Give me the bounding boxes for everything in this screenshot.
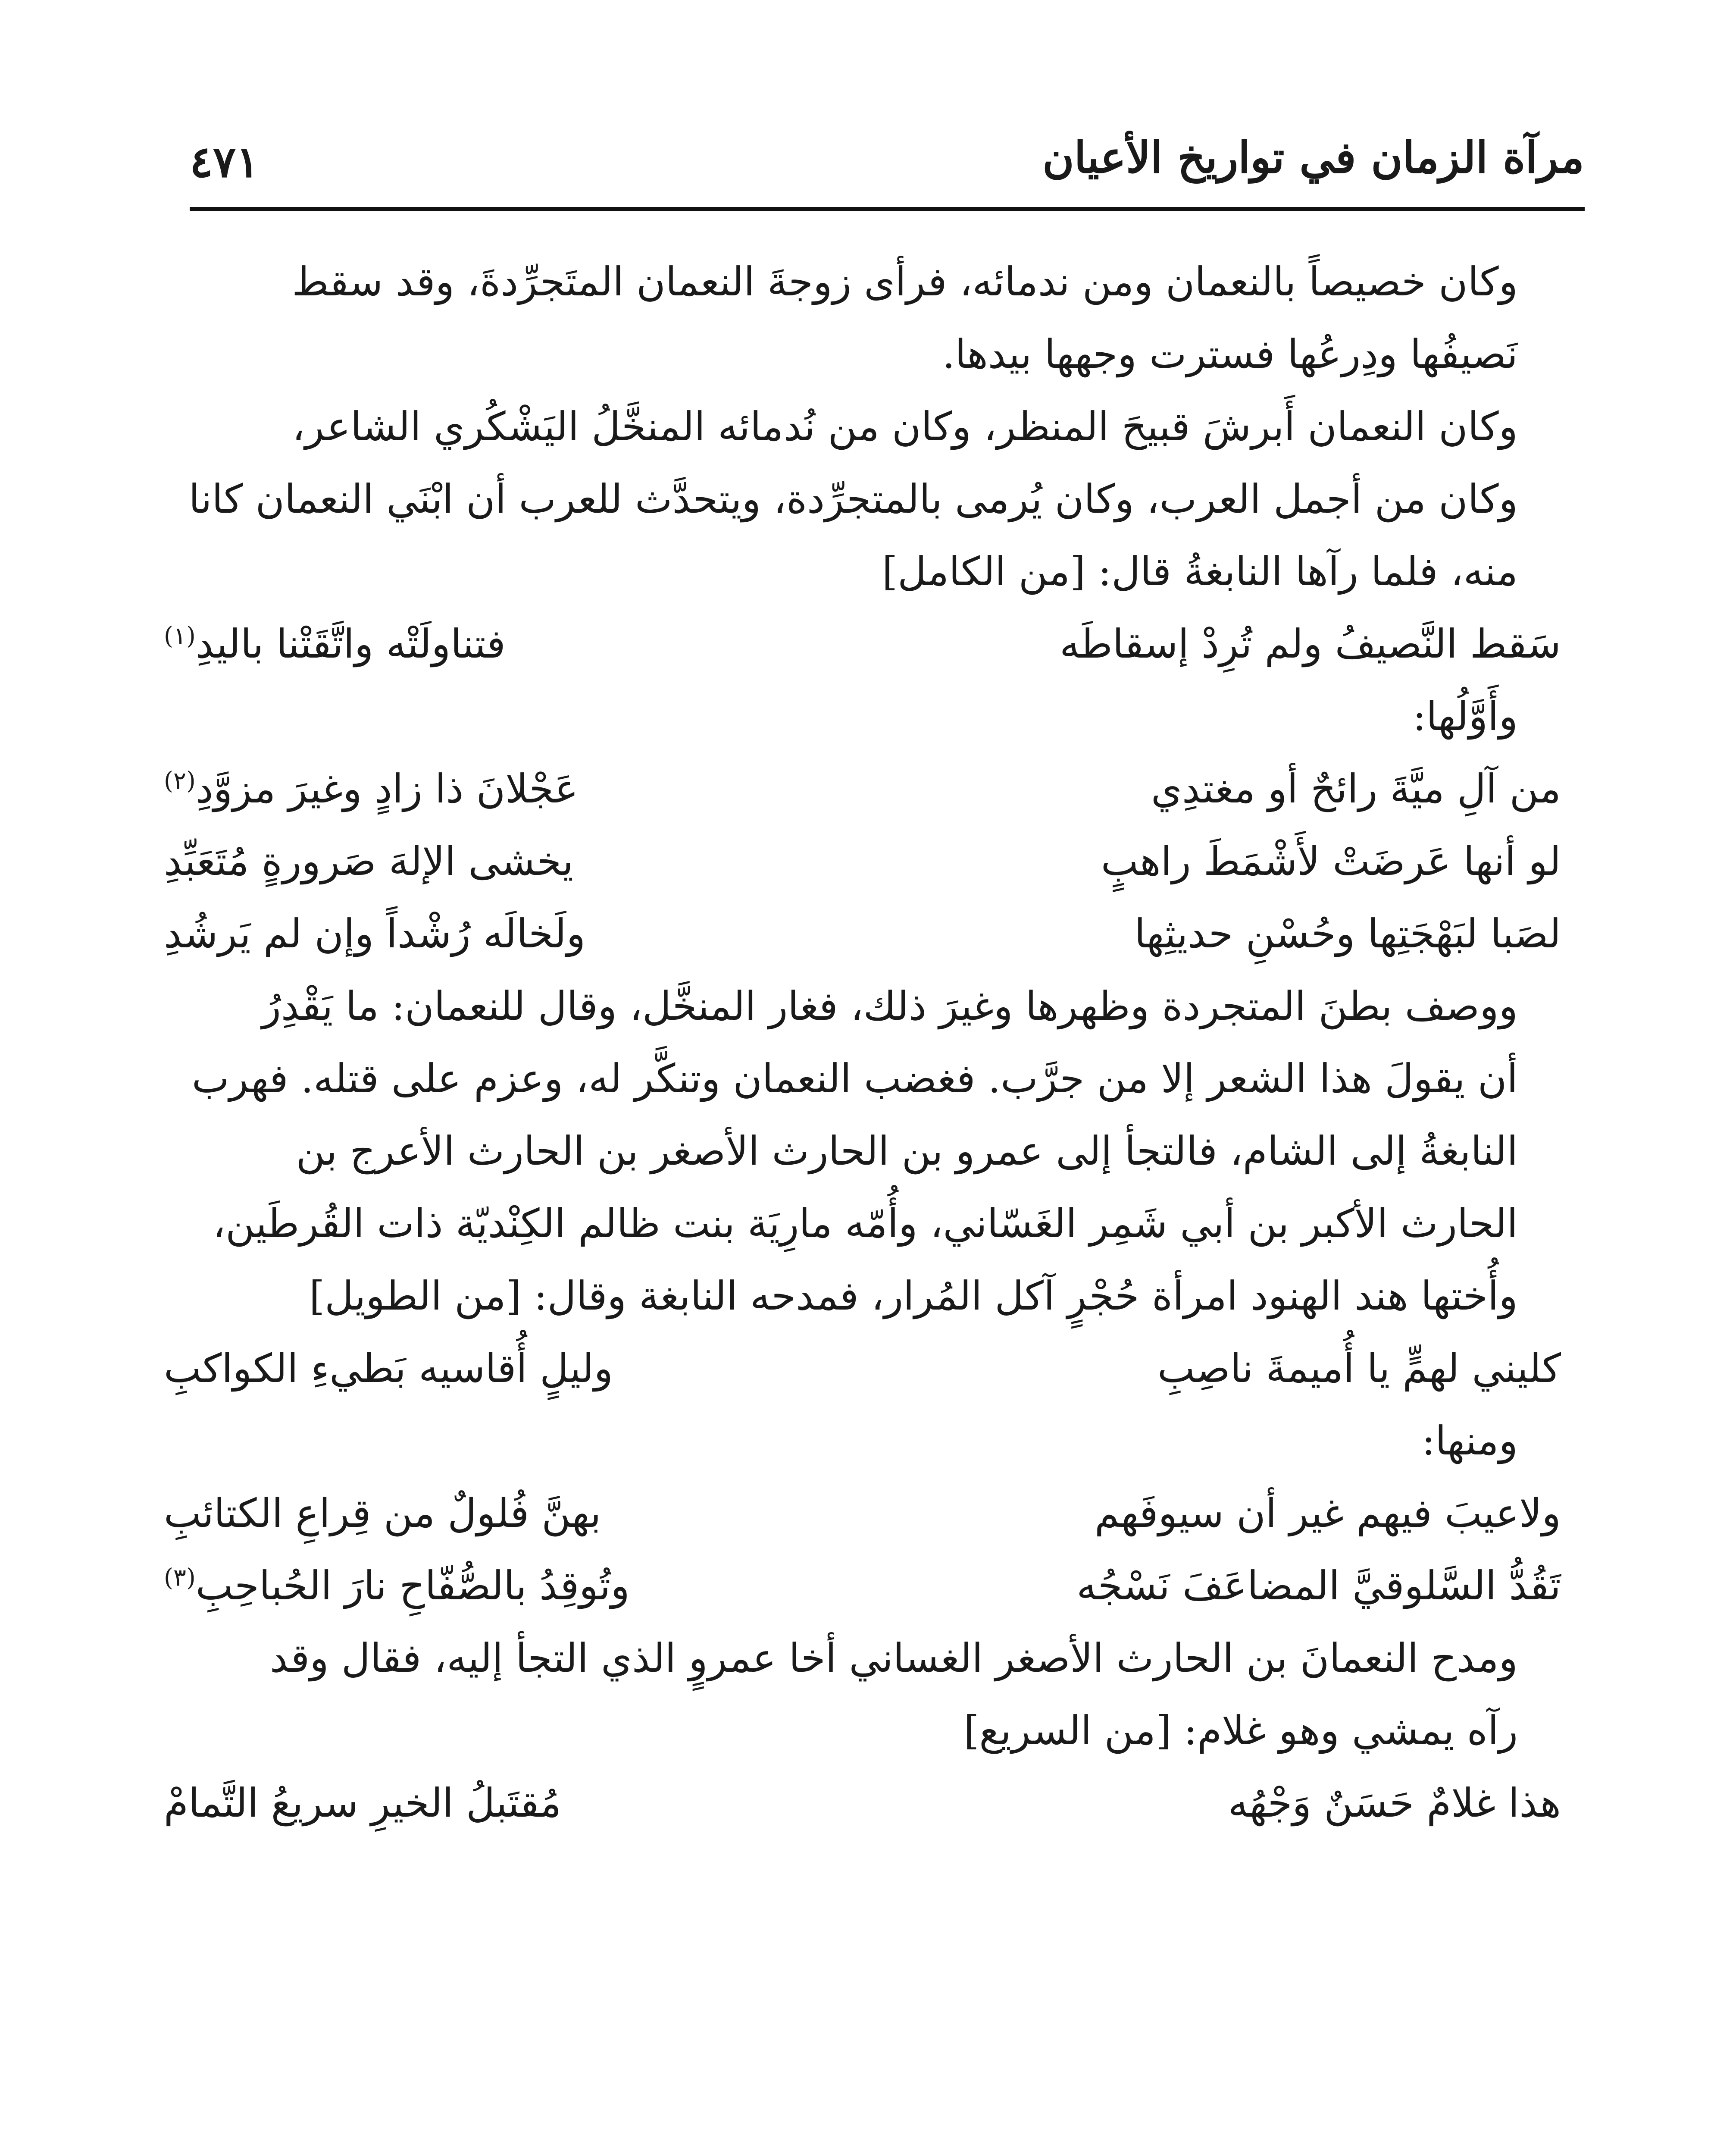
text-line: وكان النعمان أَبرشَ قبيحَ المنظر، وكان من نُدمائه المنخَّلُ اليَشْكُري الشاعر، — [292, 404, 1518, 450]
book-title: مرآة الزمان في تواريخ الأعيان — [1042, 132, 1584, 183]
verse-line — [164, 608, 1561, 680]
text-line: وكان خصيصاً بالنعمان ومن ندمائه، فرأى زوجةَ النعمان المتَجرِّدةَ، وقد سقط — [292, 259, 1518, 305]
verse-second-hemistich: يخشى الإلهَ صَرورةٍ مُتَعَبِّدِ — [164, 838, 574, 884]
verse-first-hemistich: هذا غلامٌ حَسَنٌ وَجْهُه — [1228, 1780, 1561, 1826]
verse-first-hemistich: ولاعيبَ فيهم غير أن سيوفَهم — [1095, 1490, 1561, 1536]
text-line: ووصف بطنَ المتجردة وظهرها وغيرَ ذلك، فغار المنخَّل، وقال للنعمان: ما يَقْدِرُ — [262, 983, 1518, 1029]
hemistich-text: عَجْلانَ ذا زادٍ وغيرَ مزوَّدِ — [195, 766, 579, 812]
paragraph-3: وأَوَّلُها: — [1413, 693, 1518, 740]
main-text — [164, 246, 1561, 1839]
paragraph-5: ومنها: — [1422, 1418, 1518, 1464]
verse-first-hemistich: سَقط النَّصيفُ ولم تُرِدْ إسقاطَه — [1060, 621, 1561, 667]
paragraph-4 — [164, 970, 1561, 1332]
hemistich-text: فتناولَتْه واتَّقَتْنا باليدِ — [195, 621, 506, 667]
paragraph-6 — [164, 1622, 1561, 1767]
text-line: أن يقولَ هذا الشعر إلا من جرَّب. فغضب النعمان وتنكَّر له، وعزم على قتله. فهرب — [191, 1056, 1518, 1102]
text-line: رآه يمشي وهو غلام: [من السريع] — [963, 1708, 1518, 1754]
verse-first-hemistich: كليني لهمٍّ يا أُميمةَ ناصِبِ — [1157, 1345, 1561, 1391]
text-line: نَصيفُها ودِرعُها فسترت وجهها بيدها. — [942, 331, 1518, 377]
verse-second-hemistich: مُقتَبلُ الخيرِ سريعُ التَّمامْ — [164, 1780, 562, 1826]
footnote-marker: (٢) — [164, 767, 196, 795]
header-rule — [190, 207, 1585, 211]
footnote-marker: (٣) — [164, 1564, 196, 1592]
verse-second-hemistich: بهنَّ فُلولٌ من قِراعِ الكتائبِ — [164, 1490, 601, 1536]
footnote-marker: (١) — [164, 622, 196, 650]
verse-line — [164, 1477, 1561, 1550]
verse-first-hemistich: لو أنها عَرضَتْ لأَشْمَطَ راهبٍ — [1101, 838, 1561, 884]
page-number: ٤٧١ — [190, 136, 260, 187]
paragraph-1 — [164, 246, 1561, 391]
verse-first-hemistich: لصَبا لبَهْجَتِها وحُسْنِ حديثِها — [1134, 911, 1561, 957]
verse-second-hemistich: ولَخالَه رُشْداً وإن لم يَرشُدِ — [164, 911, 586, 957]
text-line: منه، فلما رآها النابغةُ قال: [من الكامل] — [882, 548, 1518, 595]
verse-line — [164, 1767, 1561, 1839]
verse-line — [164, 753, 1561, 825]
text-line: وأُختها هند الهنود امرأة حُجْرٍ آكل المُرار، فمدحه النابغة وقال: [من الطويل] — [309, 1273, 1518, 1319]
verse-line — [164, 825, 1561, 898]
verse-second-hemistich: وليلٍ أُقاسيه بَطيءِ الكواكبِ — [164, 1345, 613, 1391]
hemistich-text: وتُوقِدُ بالصُّفّاحِ نارَ الحُباحِبِ — [195, 1563, 630, 1609]
verse-second-hemistich — [164, 1550, 630, 1622]
paragraph-2 — [164, 391, 1561, 608]
text-line: الحارث الأكبر بن أبي شَمِر الغَسّاني، وأُمّه مارِيَة بنت ظالم الكِنْديّة ذات القُرطَين، — [213, 1200, 1518, 1247]
verse-first-hemistich: تَقُدُّ السَّلوقيَّ المضاعَفَ نَسْجُه — [1076, 1563, 1561, 1609]
text-line: ومدح النعمانَ بن الحارث الأصغر الغساني أخا عمروٍ الذي التجأ إليه، فقال وقد — [269, 1635, 1518, 1681]
text-line: النابغةُ إلى الشام، فالتجأ إلى عمرو بن الحارث الأصغر بن الحارث الأعرج بن — [296, 1128, 1518, 1174]
verse-line — [164, 1550, 1561, 1622]
verse-second-hemistich — [164, 753, 579, 825]
verse-second-hemistich — [164, 608, 506, 680]
verse-line — [164, 898, 1561, 970]
verse-first-hemistich: من آلِ ميَّةَ رائحٌ أو مغتدِي — [1151, 766, 1561, 812]
verse-line — [164, 1332, 1561, 1405]
text-line: وكان من أجمل العرب، وكان يُرمى بالمتجرِّدة، ويتحدَّث للعرب أن ابْنَي النعمان كانا — [188, 476, 1518, 522]
running-header — [190, 108, 1585, 224]
